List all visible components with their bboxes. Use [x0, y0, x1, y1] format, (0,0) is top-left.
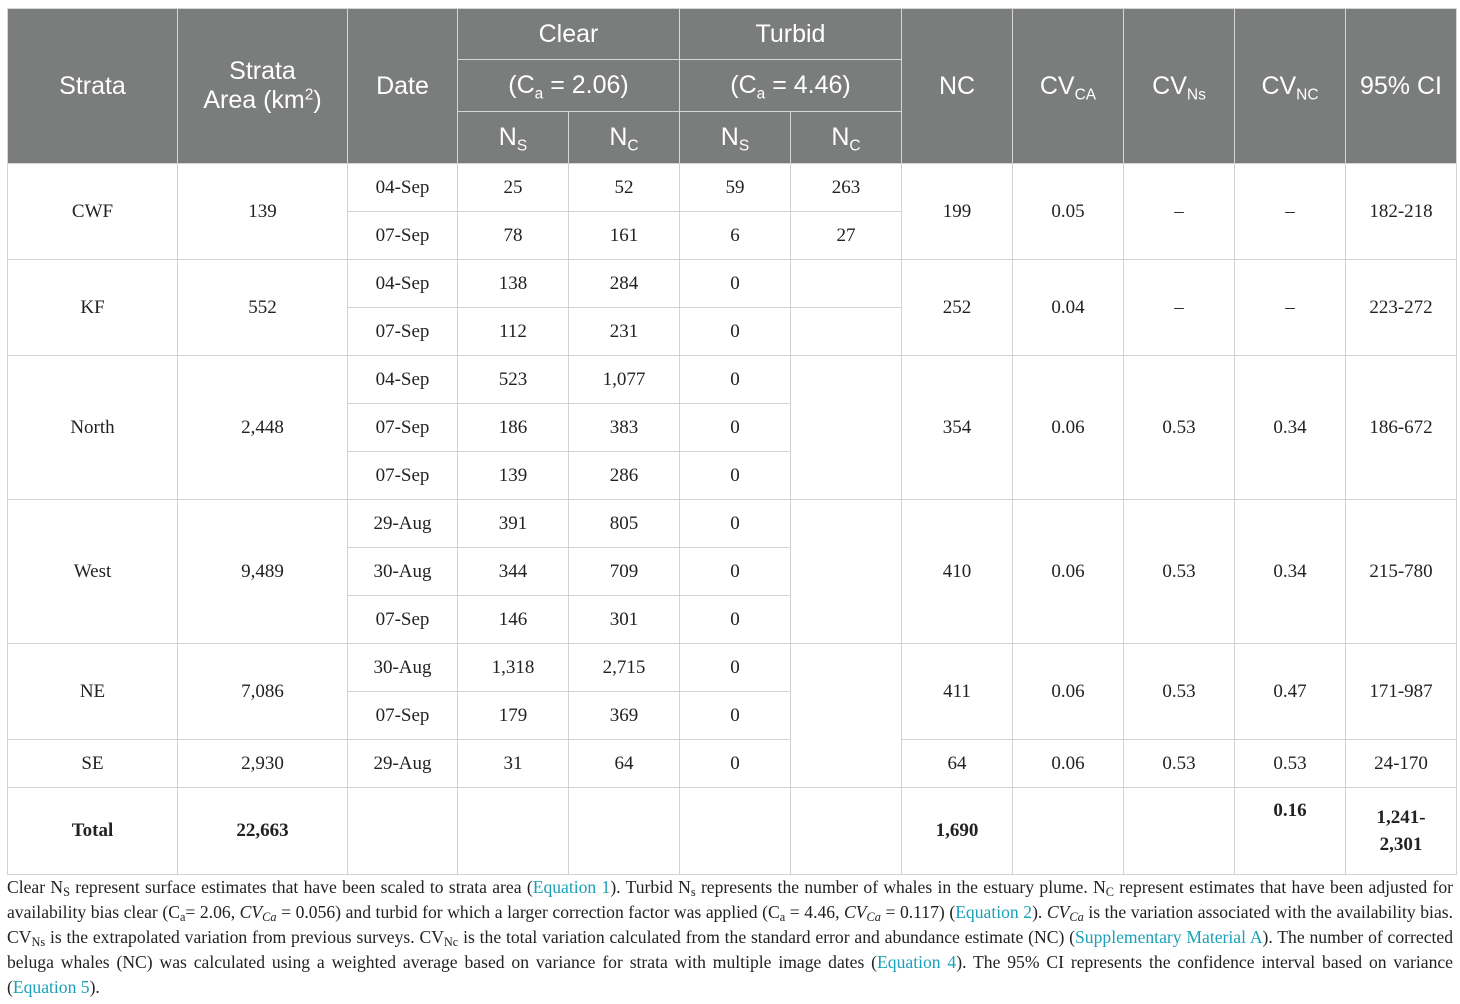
table-row — [8, 164, 1457, 212]
cell-clear-nc: 64 — [569, 740, 680, 788]
cell-cv-ns: 0.53 — [1124, 644, 1235, 740]
supplementary-material-link[interactable]: Supplementary Material A — [1075, 927, 1263, 947]
cell-date: 30-Aug — [348, 548, 458, 596]
total-empty-cell — [1124, 788, 1235, 875]
cell-strata: NE — [8, 644, 178, 740]
total-row — [8, 788, 1457, 875]
total-ci: 1,241- 2,301 — [1346, 788, 1457, 875]
header-strata-area: Strata Area $(km^2)$ — [178, 9, 348, 164]
cell-nc: 410 — [902, 500, 1013, 644]
cell-strata: CWF — [8, 164, 178, 260]
cell-turbid-nc: 263 — [791, 164, 902, 212]
cell-turbid-ns: 0 — [680, 548, 791, 596]
cell-area: 2,448 — [178, 356, 348, 500]
cell-cv-ns: 0.53 — [1124, 740, 1235, 788]
table-header — [8, 9, 1457, 164]
cell-ci: 24-170 — [1346, 740, 1457, 788]
table-footnote: Clear NS represent surface estimates that have been scaled to strata area (Equation 1). Turbid Ns represents the number of whales in the estuary plume. NC represent estimates that have been adjusted for availability bias clear (Ca= 2.06, CVCa = 0.056) and turbid for which a larger correction factor was applied (Ca = 4.46, CVCa = 0.117) (Equation 2). CVCa is the variation associated with the availability bias. CVNs is the extrapolated variation from previous surveys. CVNc is the total variation calculated from the standard error and abundance estimate (NC) (Supplementary Material A). The number of corrected beluga whales (NC) was calculated using a weighted average based on variance for strata with multiple image dates (Equation 4). The 95% CI represents the confidence interval based on variance (Equation 5). — [7, 877, 1454, 997]
cell-turbid-nc — [791, 308, 902, 356]
header-95-ci: 95% CI — [1346, 9, 1457, 164]
cell-cv-ca: 0.06 — [1013, 356, 1124, 500]
table-row — [8, 500, 1457, 548]
cell-clear-nc: 709 — [569, 548, 680, 596]
header-date: Date — [348, 9, 458, 164]
cell-turbid-ns: 0 — [680, 308, 791, 356]
cell-cv-ns: – — [1124, 164, 1235, 260]
cell-cv-ca: 0.04 — [1013, 260, 1124, 356]
table-body — [8, 164, 1457, 875]
cell-date: 04-Sep — [348, 164, 458, 212]
cell-clear-nc: 1,077 — [569, 356, 680, 404]
header-clear-ns: $N_S$ — [458, 112, 569, 164]
cell-clear-nc: 286 — [569, 452, 680, 500]
cell-ci: 186-672 — [1346, 356, 1457, 500]
cell-strata: SE — [8, 740, 178, 788]
header-cv-ca: $CV_{CA}$ — [1013, 9, 1124, 164]
cell-nc: 199 — [902, 164, 1013, 260]
cell-clear-nc: 805 — [569, 500, 680, 548]
header-strata: Strata — [8, 9, 178, 164]
cell-ci: 223-272 — [1346, 260, 1457, 356]
cell-clear-ns: 1,318 — [458, 644, 569, 692]
cell-date: 30-Aug — [348, 644, 458, 692]
cell-area: 552 — [178, 260, 348, 356]
cell-turbid-ns: 0 — [680, 644, 791, 692]
table-row — [8, 260, 1457, 308]
header-clear-ca: $(C_a = 2.06)$ — [458, 60, 680, 112]
cell-clear-nc: 301 — [569, 596, 680, 644]
total-nc: 1,690 — [902, 788, 1013, 875]
equation-4-link[interactable]: Equation 4 — [877, 952, 957, 972]
cell-date: 04-Sep — [348, 260, 458, 308]
total-empty-cell — [680, 788, 791, 875]
cell-cv-ca: 0.06 — [1013, 644, 1124, 740]
cell-date: 07-Sep — [348, 692, 458, 740]
table-row — [8, 740, 1457, 788]
cell-nc: 411 — [902, 644, 1013, 740]
cell-date: 07-Sep — [348, 596, 458, 644]
header-turbid-ns: $N_S$ — [680, 112, 791, 164]
cell-area: 139 — [178, 164, 348, 260]
cell-cv-nc: 0.34 — [1235, 356, 1346, 500]
header-cv-ns: $CV_{Ns}$ — [1124, 9, 1235, 164]
header-clear-nc: $N_C$ — [569, 112, 680, 164]
cell-turbid-nc — [791, 644, 902, 788]
cell-clear-ns: 146 — [458, 596, 569, 644]
cell-date: 07-Sep — [348, 452, 458, 500]
total-area: 22,663 — [178, 788, 348, 875]
cell-strata: KF — [8, 260, 178, 356]
table-row — [8, 356, 1457, 404]
cell-clear-ns: 25 — [458, 164, 569, 212]
cell-nc: 252 — [902, 260, 1013, 356]
cell-clear-ns: 179 — [458, 692, 569, 740]
strata-abundance-table — [7, 8, 1457, 875]
cell-turbid-ns: 59 — [680, 164, 791, 212]
header-clear: Clear — [458, 9, 680, 60]
total-empty-cell — [569, 788, 680, 875]
cell-cv-nc: 0.34 — [1235, 500, 1346, 644]
cell-clear-ns: 112 — [458, 308, 569, 356]
total-label: Total — [8, 788, 178, 875]
cell-clear-nc: 284 — [569, 260, 680, 308]
cell-turbid-ns: 0 — [680, 260, 791, 308]
cell-date: 29-Aug — [348, 740, 458, 788]
cell-clear-nc: 2,715 — [569, 644, 680, 692]
total-empty-cell — [791, 788, 902, 875]
table-row — [8, 644, 1457, 692]
total-empty-cell — [458, 788, 569, 875]
cell-cv-ns: – — [1124, 260, 1235, 356]
cell-area: 7,086 — [178, 644, 348, 740]
cell-turbid-ns: 0 — [680, 692, 791, 740]
cell-clear-nc: 161 — [569, 212, 680, 260]
cell-ci: 171-987 — [1346, 644, 1457, 740]
cell-ci: 182-218 — [1346, 164, 1457, 260]
cell-area: 2,930 — [178, 740, 348, 788]
cell-strata: West — [8, 500, 178, 644]
cell-clear-ns: 391 — [458, 500, 569, 548]
cell-date: 29-Aug — [348, 500, 458, 548]
cell-turbid-ns: 0 — [680, 500, 791, 548]
cell-turbid-nc — [791, 500, 902, 644]
cell-turbid-ns: 0 — [680, 452, 791, 500]
cell-turbid-ns: 6 — [680, 212, 791, 260]
cell-date: 07-Sep — [348, 308, 458, 356]
cell-cv-nc: 0.53 — [1235, 740, 1346, 788]
total-empty-cell — [1013, 788, 1124, 875]
cell-clear-nc: 231 — [569, 308, 680, 356]
cell-clear-ns: 523 — [458, 356, 569, 404]
cell-strata: North — [8, 356, 178, 500]
cell-cv-ns: 0.53 — [1124, 356, 1235, 500]
equation-5-link[interactable]: Equation 5 — [12, 977, 90, 997]
cell-cv-ca: 0.06 — [1013, 500, 1124, 644]
cell-clear-nc: 52 — [569, 164, 680, 212]
cell-date: 04-Sep — [348, 356, 458, 404]
cell-cv-ca: 0.05 — [1013, 164, 1124, 260]
cell-clear-nc: 383 — [569, 404, 680, 452]
cell-date: 07-Sep — [348, 404, 458, 452]
cell-turbid-nc — [791, 260, 902, 308]
header-turbid: Turbid — [680, 9, 902, 60]
cell-cv-nc: 0.47 — [1235, 644, 1346, 740]
header-nc-total: NC — [902, 9, 1013, 164]
cell-turbid-ns: 0 — [680, 356, 791, 404]
cell-cv-ns: 0.53 — [1124, 500, 1235, 644]
header-cv-nc: $CV_{NC}$ — [1235, 9, 1346, 164]
cell-cv-ca: 0.06 — [1013, 740, 1124, 788]
equation-1-link[interactable]: Equation 1 — [532, 877, 611, 897]
cell-clear-ns: 139 — [458, 452, 569, 500]
cell-date: 07-Sep — [348, 212, 458, 260]
cell-turbid-ns: 0 — [680, 404, 791, 452]
total-cv-nc: 0.16 — [1235, 788, 1346, 875]
equation-2-link[interactable]: Equation 2 — [955, 902, 1033, 922]
header-turbid-ca: $(C_a = 4.46)$ — [680, 60, 902, 112]
cell-clear-ns: 186 — [458, 404, 569, 452]
cell-turbid-nc — [791, 356, 902, 500]
cell-clear-ns: 31 — [458, 740, 569, 788]
cell-turbid-ns: 0 — [680, 596, 791, 644]
cell-clear-nc: 369 — [569, 692, 680, 740]
cell-clear-ns: 78 — [458, 212, 569, 260]
cell-ci: 215-780 — [1346, 500, 1457, 644]
cell-cv-nc: – — [1235, 260, 1346, 356]
header-turbid-nc: $N_C$ — [791, 112, 902, 164]
total-empty-cell — [348, 788, 458, 875]
cell-clear-ns: 138 — [458, 260, 569, 308]
cell-turbid-nc: 27 — [791, 212, 902, 260]
cell-turbid-ns: 0 — [680, 740, 791, 788]
cell-cv-nc: – — [1235, 164, 1346, 260]
cell-clear-ns: 344 — [458, 548, 569, 596]
cell-nc: 354 — [902, 356, 1013, 500]
cell-nc: 64 — [902, 740, 1013, 788]
cell-area: 9,489 — [178, 500, 348, 644]
